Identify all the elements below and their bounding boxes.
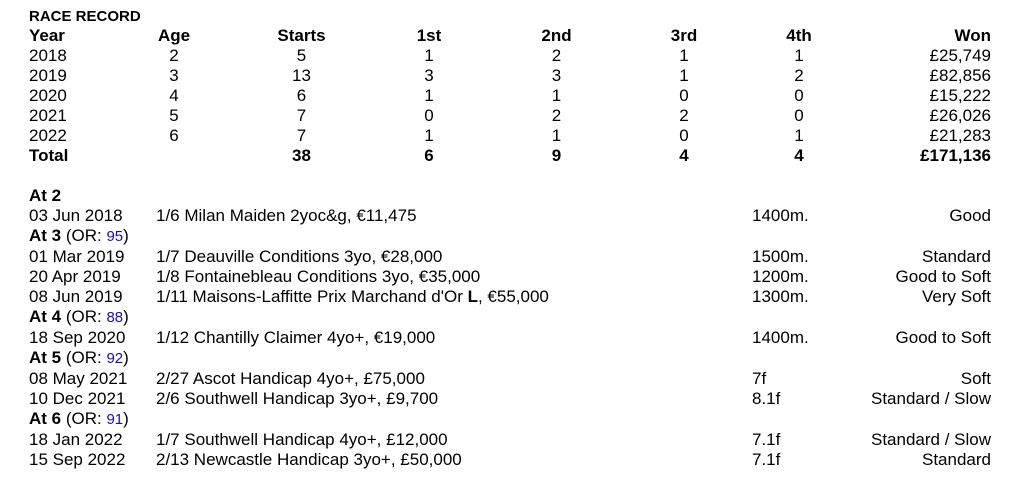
official-rating-value: 88: [106, 309, 124, 326]
cell-1st: 6: [424, 146, 434, 165]
cell-won: £25,749: [929, 46, 991, 65]
run-distance: 1400m.: [752, 206, 809, 225]
table-row: [29, 126, 991, 146]
age-group-header: [29, 186, 991, 206]
run-race: 2/6 Southwell Handicap 3yo+, £9,700: [156, 389, 439, 408]
table-row: [29, 66, 991, 86]
cell-won: £82,856: [929, 66, 991, 85]
run-distance: 8.1f: [752, 389, 781, 408]
cell-4th: 1: [794, 126, 804, 145]
run-row: [29, 247, 991, 267]
run-row: [29, 430, 991, 450]
cell-age: 6: [169, 126, 179, 145]
official-rating-value: 91: [106, 411, 124, 428]
run-race: 1/6 Milan Maiden 2yoc&g, €11,475: [156, 206, 417, 225]
cell-starts: 13: [292, 66, 311, 85]
run-race: 1/7 Southwell Handicap 4yo+, £12,000: [156, 430, 448, 449]
header-1st: 1st: [416, 26, 442, 45]
cell-4th: 1: [794, 46, 804, 65]
run-race: 2/27 Ascot Handicap 4yo+, £75,000: [156, 369, 425, 388]
total-row: [29, 146, 991, 166]
summary-header-row: [29, 26, 991, 46]
run-distance: 1300m.: [752, 287, 809, 306]
cell-3rd: 0: [679, 126, 689, 145]
cell-starts: 7: [296, 106, 307, 125]
cell-year: 2018: [29, 46, 67, 65]
run-going: Good: [949, 206, 991, 225]
cell-starts: 7: [296, 126, 307, 145]
age-label: At 5: [29, 348, 62, 367]
run-date: 15 Sep 2022: [29, 450, 126, 469]
cell-age: 3: [169, 66, 179, 85]
run-race: 1/11 Maisons-Laffitte Prix Marchand d'Or L, €55,000: [156, 287, 549, 306]
age-group-header: [29, 307, 991, 328]
run-row: [29, 328, 991, 348]
cell-2nd: 1: [551, 86, 562, 105]
age-label: At 3: [29, 226, 62, 245]
run-row: [29, 206, 991, 226]
official-rating-value: 95: [106, 228, 124, 245]
run-going: Standard / Slow: [870, 389, 991, 408]
official-rating-value: 92: [106, 350, 124, 367]
run-distance: 1400m.: [752, 328, 809, 347]
cell-starts: 38: [292, 146, 311, 165]
cell-won: £171,136: [920, 146, 991, 165]
run-distance: 1200m.: [752, 267, 809, 286]
table-row: [29, 86, 991, 106]
run-date: 01 Mar 2019: [29, 247, 125, 266]
run-distance: 1500m.: [752, 247, 809, 266]
cell-won: £15,222: [929, 86, 991, 105]
runs-table: [29, 186, 991, 470]
cell-2nd: 1: [551, 126, 562, 145]
summary-table: [29, 26, 991, 166]
run-row: [29, 369, 991, 389]
run-race: 1/8 Fontainebleau Conditions 3yo, €35,000: [156, 267, 481, 286]
cell-age: 4: [169, 86, 179, 105]
cell-year: 2021: [29, 106, 67, 125]
cell-3rd: 2: [679, 106, 689, 125]
cell-won: £21,283: [929, 126, 991, 145]
age-group-header: [29, 348, 991, 369]
run-date: 08 Jun 2019: [29, 287, 123, 306]
listed-race-marker: L: [467, 287, 478, 306]
cell-starts: 5: [296, 46, 307, 65]
run-row: [29, 267, 991, 287]
spacer: [29, 166, 991, 186]
cell-age: 2: [169, 46, 179, 65]
official-rating: (OR: 95): [65, 226, 129, 245]
cell-4th: 0: [794, 106, 804, 125]
cell-won: £26,026: [929, 106, 991, 125]
run-race: 1/7 Deauville Conditions 3yo, €28,000: [156, 247, 443, 266]
run-going: Standard / Slow: [870, 430, 991, 449]
run-distance: 7f: [752, 369, 767, 388]
cell-3rd: 0: [679, 86, 689, 105]
age-label: At 4: [29, 307, 62, 326]
header-3rd: 3rd: [670, 26, 698, 45]
official-rating: (OR: 91): [65, 409, 129, 428]
cell-2nd: 3: [551, 66, 562, 85]
cell-4th: 0: [794, 86, 804, 105]
cell-2nd: 2: [551, 106, 562, 125]
run-date: 10 Dec 2021: [29, 389, 126, 408]
cell-1st: 0: [424, 106, 434, 125]
header-starts: Starts: [277, 26, 326, 45]
cell-year: 2022: [29, 126, 67, 145]
run-going: Good to Soft: [895, 267, 991, 286]
cell-4th: 2: [794, 66, 804, 85]
cell-4th: 4: [794, 146, 804, 165]
age-group-header: [29, 409, 991, 430]
run-date: 18 Sep 2020: [29, 328, 126, 347]
cell-2nd: 9: [551, 146, 562, 165]
cell-3rd: 4: [679, 146, 689, 165]
run-row: [29, 389, 991, 409]
cell-1st: 1: [424, 46, 434, 65]
cell-1st: 1: [424, 126, 434, 145]
cell-starts: 6: [296, 86, 307, 105]
run-race: 2/13 Newcastle Handicap 3yo+, £50,000: [156, 450, 462, 469]
run-date: 20 Apr 2019: [29, 267, 121, 286]
age-label: At 2: [29, 186, 62, 205]
run-row: [29, 287, 991, 307]
run-going: Very Soft: [922, 287, 991, 306]
cell-1st: 1: [424, 86, 434, 105]
cell-age: [134, 146, 214, 166]
cell-year: 2020: [29, 86, 67, 105]
header-year: Year: [29, 26, 65, 45]
race-record: [29, 8, 991, 470]
run-distance: 7.1f: [752, 430, 781, 449]
run-going: Soft: [960, 369, 991, 388]
header-won: Won: [954, 26, 991, 45]
age-label: At 6: [29, 409, 62, 428]
run-row: [29, 450, 991, 470]
run-going: Good to Soft: [895, 328, 991, 347]
cell-1st: 3: [424, 66, 434, 85]
header-4th: 4th: [786, 26, 812, 45]
official-rating: (OR: 88): [65, 307, 129, 326]
run-race: 1/12 Chantilly Claimer 4yo+, €19,000: [156, 328, 436, 347]
table-row: [29, 106, 991, 126]
run-date: 18 Jan 2022: [29, 430, 123, 449]
run-going: Standard: [922, 247, 991, 266]
header-age: Age: [157, 26, 191, 45]
cell-total-label: Total: [29, 146, 69, 165]
cell-2nd: 2: [551, 46, 562, 65]
run-distance: 7.1f: [752, 450, 781, 469]
run-date: 03 Jun 2018: [29, 206, 123, 225]
header-2nd: 2nd: [541, 26, 572, 45]
age-group-header: [29, 226, 991, 247]
run-date: 08 May 2021: [29, 369, 128, 388]
cell-year: 2019: [29, 66, 67, 85]
section-title: RACE RECORD: [29, 8, 141, 25]
official-rating: (OR: 92): [65, 348, 129, 367]
cell-age: 5: [169, 106, 179, 125]
run-going: Standard: [922, 450, 991, 469]
cell-3rd: 1: [679, 46, 689, 65]
table-row: [29, 46, 991, 66]
cell-3rd: 1: [679, 66, 689, 85]
